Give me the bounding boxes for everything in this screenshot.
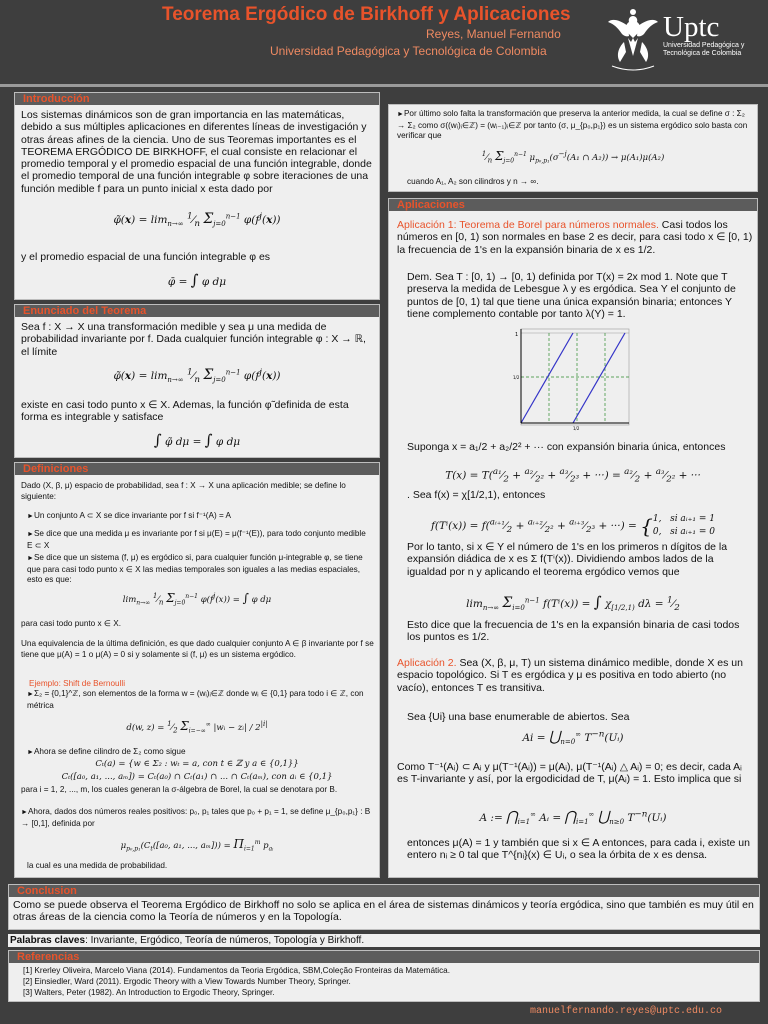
intro-paragraph-2: y el promedio espacial de una función integrable φ es (21, 251, 271, 263)
theorem-paragraph-2: existe en casi todo punto x ∈ X. Ademas, la función φ̃ definida de esta forma es integrable y satisface (21, 399, 349, 424)
example-shift-space: ► Σ₂ = {0,1}^ℤ, son elementos de la forma w = (wᵢ)ᵢ∈ℤ donde wᵢ ∈ {0,1} para todo i ∈ ℤ, con métrica (27, 689, 373, 711)
indicator-equation: $f(T^i(x)) = f(^{aᵢ_{+1}}⁄_2$ + $^{aᵢ_{+2}}⁄_{2^2}$ + $^{aᵢ_{+3}}⁄_{2^3}$ + ···) = {1, si aᵢ₊₁ = 1 0, si aᵢ₊₁ = 0 (431, 514, 715, 538)
shift-transformation: ► Por último solo falta la transformación que preserva la anterior medida, la cual se define σ : Σ₂ → Σ₂ como σ((wᵢ)ᵢ∈ℤ) = (wᵢ₋₁)ᵢ∈ℤ por tanto (σ, μ_{p₀,p₁}) es un sistema ergódico solo basta con verificar que (397, 109, 753, 142)
logo-sub-1: Universidad Pedagógica y (663, 42, 745, 49)
invariance-argument: Como T⁻¹(Aᵢ) ⊂ Aᵢ y μ(T⁻¹(Aᵢ)) = μ(Aᵢ), μ(T⁻¹(Aᵢ) △ Aᵢ) = 0; es decir, cada Aᵢ es T-invariante y así, por la ergodicidad de T, μ(Aᵢ) = 1. Esto implica que si (397, 761, 742, 786)
definition-invariant-set: ► Un conjunto A ⊂ X se dice invariante por f si f⁻¹(A) = A (27, 511, 373, 523)
intro-equation-2: φ̄ = ∫ φ dμ (167, 271, 227, 289)
borel-limit-equation: $\lim_{n\to\infty} \Sigma_{i=0}^{n-1}$ f(Tⁱ(x)) = ∫ $\chi_{[1/2,1)}$ $d\lambda = ^1⁄_2$ (466, 593, 680, 614)
conclusion-section (8, 884, 760, 930)
application-1-proof: Dem. Sea T : [0, 1) → [0, 1) definida por T(x) = 2x mod 1. Note que T preserva la medida de Lebesgue λ y es ergódica. Sea Y el conjunto de puntos de [0, 1) tal que tiene una única expansión binaria; entonces Y tiene complemento contable por tanto λ(Y) = 1. (407, 271, 736, 320)
example-measure-def: ► Ahora, dados dos números reales positivos: p₀, p₁ tales que p₀ + p₁ = 1, se define μ_{p₀,p₁} : B → [0,1], definida por (21, 807, 375, 829)
theorem-heading: Enunciado del Teorema (15, 305, 379, 317)
applications-section (388, 198, 758, 878)
example-cylinder-eq-1: Cₜ(a) = {w ∈ Σ₂ : wₜ = a, con t ∈ ℤ y a ∈ {0,1}} (95, 759, 299, 769)
union-equation: $Ai = ⋃_{n=0}^\infty$ $T^{-n}(Uᵢ)$ (522, 729, 624, 747)
conclusion-heading: Conclusion (9, 885, 759, 897)
definition-invariant-measure: ► Se dice que una medida μ es invariante por f si μ(E) = μ(f⁻¹(E)), para todo conjunto medible E ⊂ X (27, 529, 373, 551)
keywords-text: : Invariante, Ergódico, Teoría de números, Topología y Birkhoff. (85, 935, 365, 946)
keywords-bar (8, 934, 760, 947)
conclusion-text: Como se puede observa el Teorema Ergódico de Birkhoff no solo se aplica en el área de sistemas dinámicos y teoría ergódica, sino que también es muy útil en otras áreas de la ciencia como la Teoría de números y en la Topología. (13, 899, 754, 924)
author-name: Reyes, Manuel Fernando (426, 27, 561, 41)
example-title: Ejemplo: Shift de Bernoulli (29, 679, 126, 688)
open-base-text: Sea {Ui} una base enumerable de abiertos. Sea (407, 711, 630, 723)
applications-heading: Aplicaciones (389, 199, 757, 211)
shift-equation: $T(x) = T(^{a_1}⁄_2$ + $^{a_2}⁄_{2^2}$ + $^{a_3}⁄_{2^3}$ + ···) = $^{a_2}⁄_2$ + $^{a_3}⁄_{2^2}$ + ··· (445, 467, 701, 485)
definitions-equivalence: Una equivalencia de la última definición, es que dado cualquier conjunto A ∈ β invariante por f se tiene que μ(A) = 1 o μ(A) = 0 si y solamente si (f, μ) es un sistema ergódico. (21, 639, 374, 659)
definitions-intro: Dado (X, β, μ) espacio de probabilidad, sea f : X → X una aplicación medible; se define lo siguiente: (21, 481, 346, 501)
binary-expansion-text: Suponga x = a₁/2 + a₂/2² + ··· con expansión binaria única, entonces (407, 441, 726, 453)
graph-branch-2 (573, 333, 625, 423)
affiliation: Universidad Pedagógica y Tecnológica de Colombia (270, 44, 547, 58)
definitions-almost-every: para casi todo punto x ∈ X. (21, 619, 121, 628)
example-cylinder-eq-2: Cₜ([a₀, a₁, ..., aₘ]) = Cₜ(a₀) ∩ Cₜ(a₁) ∩ ... ∩ Cₜ(aₘ), con aᵢ ∈ {0,1} (61, 772, 333, 782)
intro-section (14, 92, 380, 300)
reference-3: [3] Walters, Peter (1982). An Introduction to Ergodic Theory, Springer. (23, 988, 275, 997)
borel-conclusion: Esto dice que la frecuencia de 1's en la expansión binaria de casi todos los puntos es 1/2. (407, 619, 740, 644)
poster-title: Teorema Ergódico de Birkhoff y Aplicaciones (162, 4, 571, 25)
application-1-statement: Casi todos los números en [0, 1) son normales en base 2 es decir, para casi todo x ∈ [0, 1) la frecuencia de 1's en la expansión binaria de x es 1/2. (397, 219, 753, 256)
ergodic-shift-section (388, 104, 758, 192)
intro-paragraph-1: Los sistemas dinámicos son de gran importancia en las matemáticas, debido a sus múltiples aplicaciones en diferentes líneas de investigación y otras áreas afines de la ciencia. Uno de sus Teoremas importantes es el TEOREMA ERGÓDICO DE BIRKHOFF, el cual consiste en relacionar el promedio temporal y el promedio espacial de una función integrable, donde el promedio temporal de una función integrable φ sobre iteraciones de una función medible f para un punto inicial x esta dado por (21, 109, 372, 195)
theorem-equation-2: ∫ φ̃ dμ = ∫ φ dμ (153, 431, 241, 449)
eagle-logo-icon (606, 8, 660, 74)
application-2-text (397, 657, 753, 694)
graph-branch-1 (521, 333, 573, 423)
graph-x-tick-half: 1/2 (573, 426, 580, 431)
references-section (8, 950, 760, 1002)
intro-equation-1: φ̃(x) = $\lim_{n\to\infty}$ $^1⁄_n$ $\Sigma_{j=0}^{n-1}$ $\varphi(f^j(x))$ (113, 211, 281, 230)
application-2-title: Aplicación 2. (397, 657, 457, 669)
uptc-logo (663, 12, 744, 58)
application-2-statement: Sea (X, β, μ, T) un sistema dinámico medible, donde X es un espacio topológico. Si T es ergódica y μ es positiva en todo abierto (no vacío), entonces T es transitiva. (397, 657, 743, 694)
poster-header (0, 0, 768, 84)
doubling-map-graph (513, 327, 637, 431)
references-heading: Referencias (9, 951, 759, 963)
logo-name: Uptc (663, 11, 720, 43)
example-probability: la cual es una medida de probabilidad. (27, 861, 168, 870)
definitions-section (14, 462, 380, 878)
dense-orbit-conclusion: entonces μ(A) = 1 y también que si x ∈ A entonces, para cada i, existe un entero nᵢ ≥ 0 tal que T^{nᵢ}(x) ∈ Uᵢ, o sea la órbita de x es densa. (407, 837, 750, 862)
example-cylinder-intro: ► Ahora se define cilindro de Σ₂ como sigue (27, 747, 373, 759)
theorem-equation-1: φ̃(x) = $\lim_{n\to\infty}$ $^1⁄_n$ $\Sigma_{j=0}^{n-1}$ $\varphi(f^j(x))$ (113, 367, 281, 386)
reference-1: [1] Krerley Oliveira, Marcelo Viana (2014). Fundamentos da Teoria Ergódica, SBM,Coleção Fronteiras da Matemática. (23, 966, 451, 975)
theorem-section (14, 304, 380, 458)
keywords-label: Palabras claves (10, 935, 86, 946)
graph-y-tick-half: 1/2 (513, 375, 520, 380)
intro-heading: Introducción (15, 93, 379, 105)
header-divider (0, 84, 768, 87)
graph-y-tick-one: 1 (515, 332, 519, 338)
application-1-text (397, 219, 753, 256)
reference-2: [2] Einsiedler, Ward (2011). Ergodic Theory with a View Towards Number Theory, Springer. (23, 977, 351, 986)
shift-cylinders-note: cuando A₁, A₂ son cilindros y n → ∞. (407, 177, 539, 186)
shift-mixing-equation: $^1⁄_n$ $\Sigma_{j=0}^{n-1}$ $\mu_{p_0,p_1}(\sigma^{-j}(A_1$ ∩ A₂)) → μ(A₁)μ(A₂) (481, 149, 665, 165)
count-of-ones-text: Por lo tanto, si x ∈ Y el número de 1's en los primeros n dígitos de la expansión diádica de x es Σ f(Tⁱ(x)). Dividiendo ambos lados de la igualdad por n y aplicando el teorema ergódico vemos que (407, 541, 728, 578)
contact-email[interactable]: manuelfernando.reyes@uptc.edu.co (530, 1006, 723, 1017)
intersection-equation: A := $⋂_{i=1}^\infty$ Aᵢ = $⋂_{i=1}^\infty$ $⋃_{n\ge 0}$ $T^{-n}(Uᵢ)$ (479, 809, 667, 827)
example-measure-equation: $\mu_{p_0,p_1}(C_t([a_0$, a₁, ..., $a_m])) = \Pi_{i=1}^m$ $p_{aᵢ}$ (120, 837, 274, 853)
theorem-paragraph-1: Sea f : X → X una transformación medible y sea μ una medida de probabilidad invariante por f. Dada cualquier función integrable φ : X → ℝ, el límite (21, 321, 366, 358)
indicator-definition: . Sea f(x) = χ[1/2,1), entonces (407, 489, 546, 501)
definitions-equation-1: $\lim_{n\to\infty}$ $^1⁄_n$ $\Sigma_{j=0}^{n-1}$ $\varphi(f^j(x))$ = ∫ φ dμ (122, 591, 272, 607)
application-1-title: Aplicación 1: Teorema de Borel para números normales. (397, 219, 659, 231)
definitions-heading: Definiciones (15, 463, 379, 475)
logo-sub-2: Tecnológica de Colombia (663, 50, 742, 57)
definition-ergodic: ► Se dice que un sistema (f, μ) es ergódico si, para cualquier función μ-integrable φ, se tiene que para casi todo punto x ∈ X las medias temporales son iguales a las medias espaciales, esto es que: (27, 553, 373, 586)
example-borel-sigma: para i = 1, 2, ..., m, los cuales generan la σ-álgebra de Borel, la cual se denotara por B. (21, 785, 338, 794)
example-metric-equation: d(w, $z) = ^1⁄_2$ $\Sigma_{i=-\infty}^\infty$ |wᵢ − zᵢ| / $2^{|i|}$ (126, 719, 268, 735)
